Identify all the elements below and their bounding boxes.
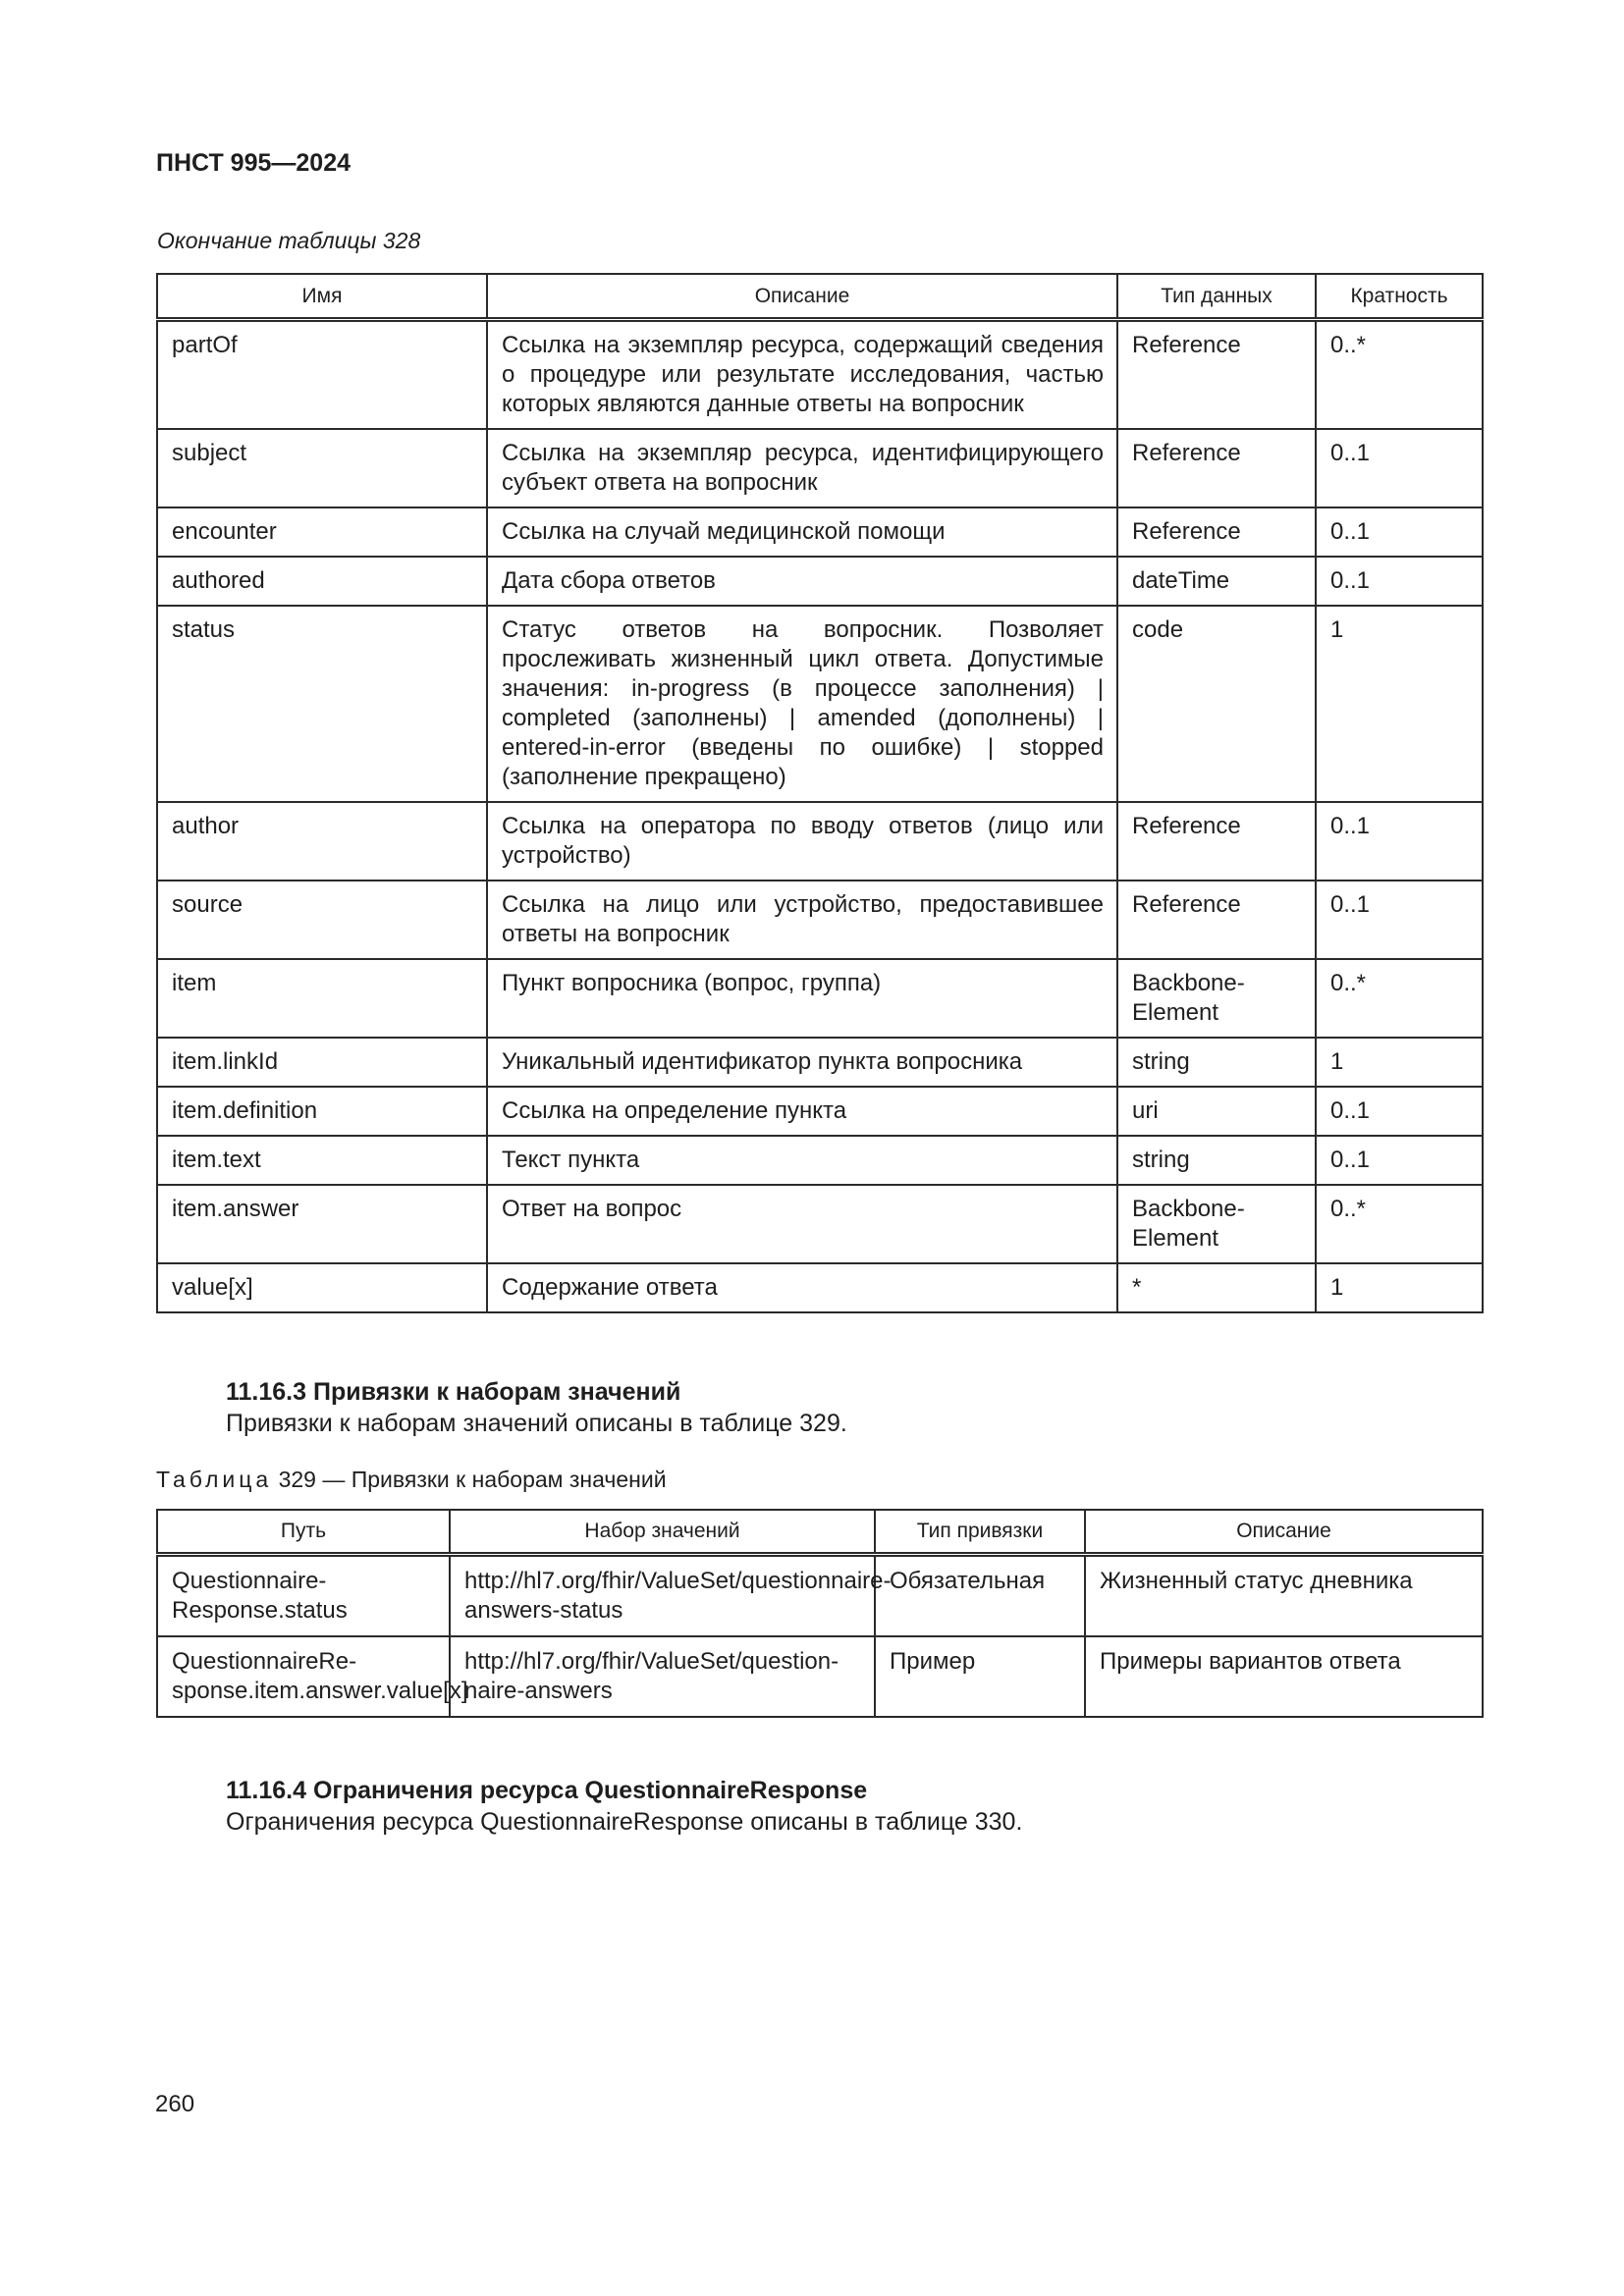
cell-type: * <box>1117 1263 1316 1312</box>
cell-name: value[x] <box>157 1263 487 1312</box>
section-11-16-4 <box>226 1775 1022 1839</box>
cell-description: Ссылка на экземпляр ресурса, содержащий сведения о процедуре или результате исследования, частью которых являются данные ответы на вопросник <box>487 320 1117 430</box>
cell-type: Reference <box>1117 429 1316 507</box>
cell-name: author <box>157 802 487 881</box>
cell-type: Reference <box>1117 802 1316 881</box>
table-header-row <box>157 274 1483 320</box>
cell-name: partOf <box>157 320 487 430</box>
table-row <box>157 557 1483 606</box>
cell-name: item <box>157 959 487 1038</box>
cell-path: Questionnaire-Response.status <box>157 1555 450 1637</box>
cell-type: Backbone-Element <box>1117 1185 1316 1263</box>
cell-name: item.linkId <box>157 1038 487 1087</box>
cell-cardinality: 0..1 <box>1316 802 1483 881</box>
table-row <box>157 1263 1483 1312</box>
cell-cardinality: 0..1 <box>1316 881 1483 959</box>
table-row <box>157 1185 1483 1263</box>
cell-name: source <box>157 881 487 959</box>
section-heading: 11.16.4 Ограничения ресурса QuestionnaireResponse <box>226 1777 868 1804</box>
cell-description: Пункт вопросника (вопрос, группа) <box>487 959 1117 1038</box>
cell-description: Ссылка на случай медицинской помощи <box>487 507 1117 557</box>
cell-cardinality: 0..1 <box>1316 1087 1483 1136</box>
table-caption-word: Таблица <box>156 1467 273 1492</box>
cell-binding-type: Пример <box>875 1636 1085 1717</box>
cell-description: Примеры вариантов ответа <box>1085 1636 1483 1717</box>
cell-value-set: http://hl7.org/fhir/ValueSet/questionnaire-answers-status <box>450 1555 875 1637</box>
cell-cardinality: 1 <box>1316 1038 1483 1087</box>
column-header-path: Путь <box>157 1510 450 1555</box>
cell-description: Ответ на вопрос <box>487 1185 1117 1263</box>
cell-value-set: http://hl7.org/fhir/ValueSet/question-naire-answers <box>450 1636 875 1717</box>
table-header-row <box>157 1510 1483 1555</box>
section-paragraph: Ограничения ресурса QuestionnaireResponse описаны в таблице 330. <box>226 1808 1023 1836</box>
table-328 <box>156 273 1484 1313</box>
cell-cardinality: 1 <box>1316 606 1483 802</box>
cell-description: Жизненный статус дневника <box>1085 1555 1483 1637</box>
cell-description: Статус ответов на вопросник. Позволяет прослеживать жизненный цикл ответа. Допустимые значения: in-progress (в процессе заполнения) | completed (заполнены) | amended (дополнены) | entered-in-error (введены по ошибке) | stopped (заполнение прекращено) <box>487 606 1117 802</box>
cell-description: Ссылка на экземпляр ресурса, идентифицирующего субъект ответа на вопросник <box>487 429 1117 507</box>
cell-description: Текст пункта <box>487 1136 1117 1185</box>
table-row <box>157 429 1483 507</box>
column-header-data-type: Тип данных <box>1117 274 1316 320</box>
cell-type: string <box>1117 1136 1316 1185</box>
cell-name: status <box>157 606 487 802</box>
cell-type: string <box>1117 1038 1316 1087</box>
table-row <box>157 320 1483 430</box>
cell-cardinality: 0..* <box>1316 1185 1483 1263</box>
document-id: ПНСТ 995—2024 <box>156 149 351 177</box>
table-329 <box>156 1509 1484 1718</box>
cell-binding-type: Обязательная <box>875 1555 1085 1637</box>
cell-type: Backbone-Element <box>1117 959 1316 1038</box>
table-caption-title: 329 — Привязки к наборам значений <box>278 1467 667 1492</box>
cell-cardinality: 0..1 <box>1316 429 1483 507</box>
column-header-cardinality: Кратность <box>1316 274 1483 320</box>
cell-description: Ссылка на определение пункта <box>487 1087 1117 1136</box>
table-row <box>157 606 1483 802</box>
cell-cardinality: 0..* <box>1316 320 1483 430</box>
table-row <box>157 1087 1483 1136</box>
cell-description: Содержание ответа <box>487 1263 1117 1312</box>
table-row <box>157 1636 1483 1717</box>
cell-cardinality: 0..1 <box>1316 507 1483 557</box>
table-row <box>157 959 1483 1038</box>
cell-type: uri <box>1117 1087 1316 1136</box>
section-heading: 11.16.3 Привязки к наборам значений <box>226 1378 681 1406</box>
cell-type: dateTime <box>1117 557 1316 606</box>
cell-type: Reference <box>1117 507 1316 557</box>
cell-description: Ссылка на оператора по вводу ответов (лицо или устройство) <box>487 802 1117 881</box>
cell-description: Ссылка на лицо или устройство, предоставившее ответы на вопросник <box>487 881 1117 959</box>
cell-name: item.definition <box>157 1087 487 1136</box>
cell-type: code <box>1117 606 1316 802</box>
table-row <box>157 1038 1483 1087</box>
section-11-16-3 <box>226 1376 847 1440</box>
cell-description: Уникальный идентификатор пункта вопросника <box>487 1038 1117 1087</box>
table-row <box>157 881 1483 959</box>
table-row <box>157 1555 1483 1637</box>
section-paragraph: Привязки к наборам значений описаны в таблице 329. <box>226 1410 847 1437</box>
cell-cardinality: 0..* <box>1316 959 1483 1038</box>
cell-name: authored <box>157 557 487 606</box>
table-row <box>157 802 1483 881</box>
cell-cardinality: 1 <box>1316 1263 1483 1312</box>
column-header-value-set: Набор значений <box>450 1510 875 1555</box>
table-row <box>157 507 1483 557</box>
cell-type: Reference <box>1117 881 1316 959</box>
page-number: 260 <box>155 2091 195 2117</box>
cell-cardinality: 0..1 <box>1316 1136 1483 1185</box>
cell-cardinality: 0..1 <box>1316 557 1483 606</box>
table-row <box>157 1136 1483 1185</box>
cell-name: item.text <box>157 1136 487 1185</box>
cell-name: item.answer <box>157 1185 487 1263</box>
table-329-caption <box>156 1467 667 1493</box>
cell-path: QuestionnaireRe-sponse.item.answer.value[x] <box>157 1636 450 1717</box>
cell-name: encounter <box>157 507 487 557</box>
column-header-description: Описание <box>487 274 1117 320</box>
column-header-binding-type: Тип привязки <box>875 1510 1085 1555</box>
column-header-description: Описание <box>1085 1510 1483 1555</box>
column-header-name: Имя <box>157 274 487 320</box>
table-328-continuation-caption: Окончание таблицы 328 <box>157 228 421 253</box>
cell-description: Дата сбора ответов <box>487 557 1117 606</box>
cell-type: Reference <box>1117 320 1316 430</box>
cell-name: subject <box>157 429 487 507</box>
